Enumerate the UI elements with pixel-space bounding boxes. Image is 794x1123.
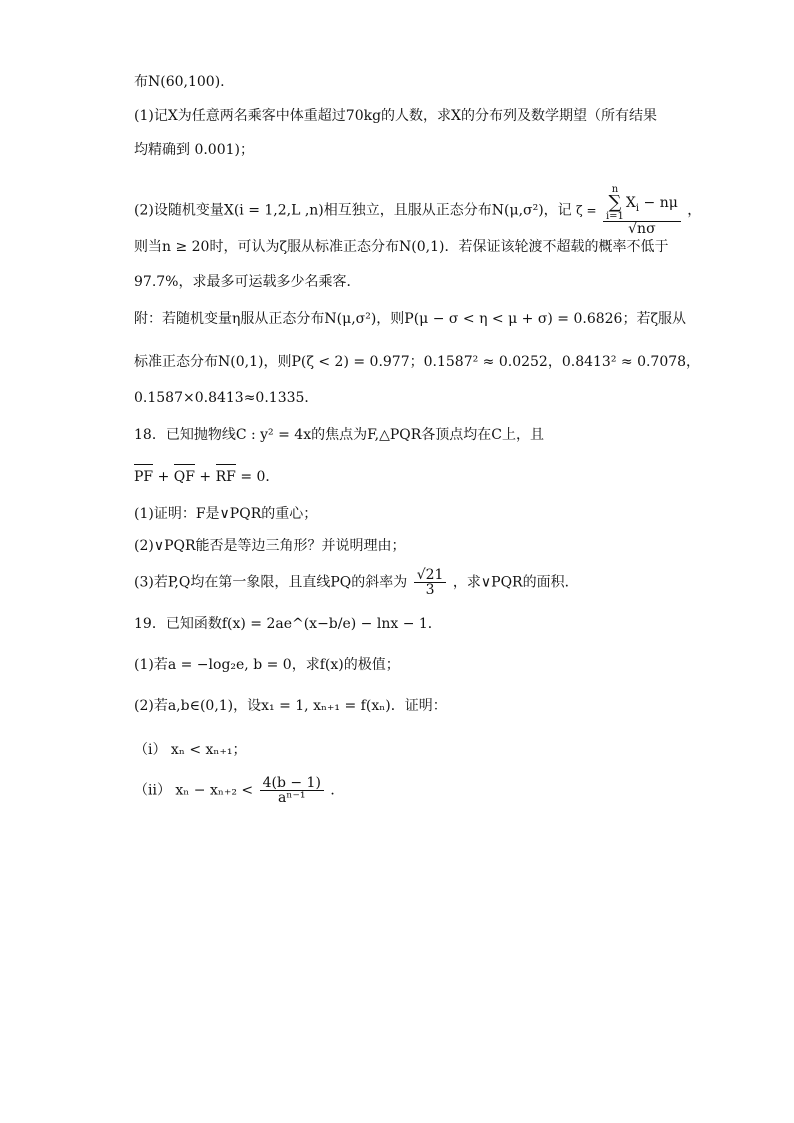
comma: ，	[687, 202, 702, 219]
summation: n ∑ i=1	[605, 184, 624, 222]
question-17-line5: 则当n ≥ 20时，可认为ζ服从标准正态分布N(0,1)．若保证该轮渡不超载的概率不低于	[134, 239, 669, 255]
appendix-line1: 附：若随机变量η服从正态分布N(μ,σ²)，则P(μ − σ < η < μ + σ) = 0.6826；若ζ服从	[134, 311, 687, 327]
question-19-stem: 19．已知函数f(x) = 2ae^(x−b/e) − lnx − 1．	[134, 616, 442, 632]
question-17-part1: (1)记X为任意两名乘客中体重超过70kg的人数，求X的分布列及数学期望（所有结果	[134, 108, 658, 124]
appendix-line2: 标准正态分布N(0,1)，则P(ζ < 2) = 0.977；0.1587² ≈ 0.0252，0.8413² ≈ 0.7078，	[134, 354, 701, 370]
question-18-part1: (1)证明：F是∨PQR的重心；	[134, 506, 318, 522]
question-19-part2-ii: （ⅱ） xₙ − xₙ₊₂ < $\frac{4(b - 1)}{\text{aⁿ⁻¹}}$ ．	[134, 775, 345, 806]
slope-fraction: $\frac{√21}{3}$	[414, 568, 447, 597]
part2-prefix: (2)设随机变量X	[134, 202, 234, 219]
question-18-part2: (2)∨PQR能否是等边三角形？并说明理由；	[134, 538, 406, 554]
question-19-part2: (2)若a,b∈(0,1)，设x₁ = 1, xₙ₊₁ = f(xₙ)．证明：	[134, 698, 447, 714]
question-18-stem: 18．已知抛物线C : y² = 4x的焦点为F,△PQR各顶点均在C上，且	[134, 427, 544, 443]
part2-mid: (i = 1,2,L ,n)相互独立，且服从正态分布N(μ,σ²)，记	[233, 202, 572, 219]
question-18-part3: (3)若P,Q均在第一象限，且直线PQ的斜率为 $\frac{√21}{3}$ ，求∨PQR的面积．	[134, 567, 579, 598]
text-line-normal-dist: 布N(60,100).	[134, 74, 225, 90]
appendix-line3: 0.1587×0.8413≈0.1335．	[134, 390, 319, 406]
question-17-part1-cont: 均精确到 0.001)；	[134, 142, 254, 158]
question-19-part1: (1)若a = −log₂e, b = 0，求f(x)的极值；	[134, 657, 400, 673]
question-19-part2-i: （ⅰ） xₙ < xₙ₊₁；	[134, 742, 247, 758]
question-17-line6: 97.7%，求最多可运载多少名乘客．	[134, 274, 361, 290]
bound-fraction: $\frac{4(b - 1)}{\text{aⁿ⁻¹}}$	[260, 776, 324, 805]
zeta-fraction: n ∑ $i=1X_i - n\mu$ √nσ	[603, 185, 681, 236]
zeta-label: ζ =	[576, 203, 597, 218]
question-18-vector-eq: PF + QF + RF = 0．	[134, 469, 280, 485]
question-17-part2	[134, 185, 701, 236]
